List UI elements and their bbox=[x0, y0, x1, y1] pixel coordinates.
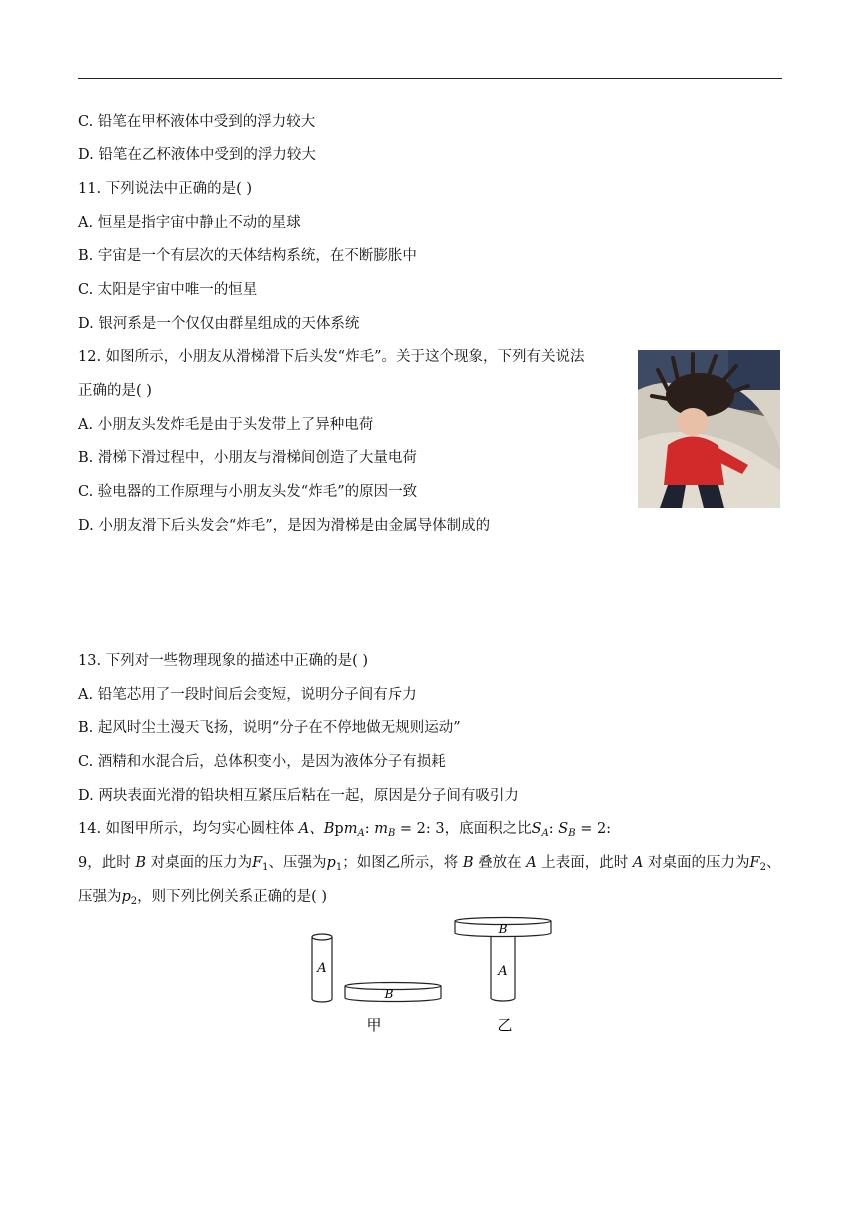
slide-child-photo bbox=[638, 350, 780, 508]
cylinder-figure bbox=[300, 915, 570, 1045]
q11-option-d: D. 银河系是一个仅仅由群星组成的天体系统 bbox=[78, 316, 360, 332]
q12-stem-line2: 正确的是( ) bbox=[78, 383, 152, 399]
q12-option-b: B. 滑梯下滑过程中，小朋友与滑梯间创造了大量电荷 bbox=[78, 450, 417, 466]
label-a-jia: A bbox=[317, 961, 327, 976]
q12-option-d: D. 小朋友滑下后头发会“炸毛”，是因为滑梯是由金属导体制成的 bbox=[78, 518, 491, 534]
label-b-yi: B bbox=[498, 922, 508, 936]
q14-stem-line3: 压强为$p_2$，则下列比例关系正确的是( ) bbox=[78, 889, 328, 907]
q13-option-a: A. 铅笔芯用了一段时间后会变短，说明分子间有斥力 bbox=[78, 687, 417, 703]
q12-option-a: A. 小朋友头发炸毛是由于头发带上了异种电荷 bbox=[78, 417, 374, 433]
q13-option-d: D. 两块表面光滑的铅块相互紧压后粘在一起，原因是分子间有吸引力 bbox=[78, 788, 519, 804]
q10-option-c: C. 铅笔在甲杯液体中受到的浮力较大 bbox=[78, 114, 316, 130]
caption-yi: 乙 bbox=[497, 1016, 513, 1034]
q12-stem-line1: 12. 如图所示，小朋友从滑梯滑下后头发“炸毛”。关于这个现象，下列有关说法 bbox=[78, 349, 585, 365]
q13-option-c: C. 酒精和水混合后，总体积变小，是因为液体分子有损耗 bbox=[78, 754, 446, 770]
label-b-jia: B bbox=[384, 987, 394, 1001]
q11-option-c: C. 太阳是宇宙中唯一的恒星 bbox=[78, 282, 258, 298]
q14-stem-line2: 9，此时 B 对桌面的压力为$F_1$、压强为$p_1$；如图乙所示，将 B 叠放在 A 上表面，此时 A 对桌面的压力为$F_2$、 bbox=[78, 855, 781, 873]
q14-stem-line1: 14. 如图甲所示，均匀实心圆柱体 A、Bpm$_A$: $m_B = 2$: 3，底面积之比$S_A$: $S_B = 2$: bbox=[78, 821, 612, 839]
q10-option-d: D. 铅笔在乙杯液体中受到的浮力较大 bbox=[78, 147, 316, 163]
label-a-yi: A bbox=[498, 964, 508, 979]
caption-jia: 甲 bbox=[366, 1016, 382, 1034]
header-rule bbox=[78, 78, 782, 79]
q11-option-a: A. 恒星是指宇宙中静止不动的星球 bbox=[78, 215, 301, 231]
q13-option-b: B. 起风时尘土漫天飞扬，说明“分子在不停地做无规则运动” bbox=[78, 720, 461, 736]
q12-option-c: C. 验电器的工作原理与小朋友头发“炸毛”的原因一致 bbox=[78, 484, 418, 500]
q11-stem: 11. 下列说法中正确的是( ) bbox=[78, 181, 253, 197]
q13-stem: 13. 下列对一些物理现象的描述中正确的是( ) bbox=[78, 653, 369, 669]
q11-option-b: B. 宇宙是一个有层次的天体结构系统，在不断膨胀中 bbox=[78, 248, 417, 264]
